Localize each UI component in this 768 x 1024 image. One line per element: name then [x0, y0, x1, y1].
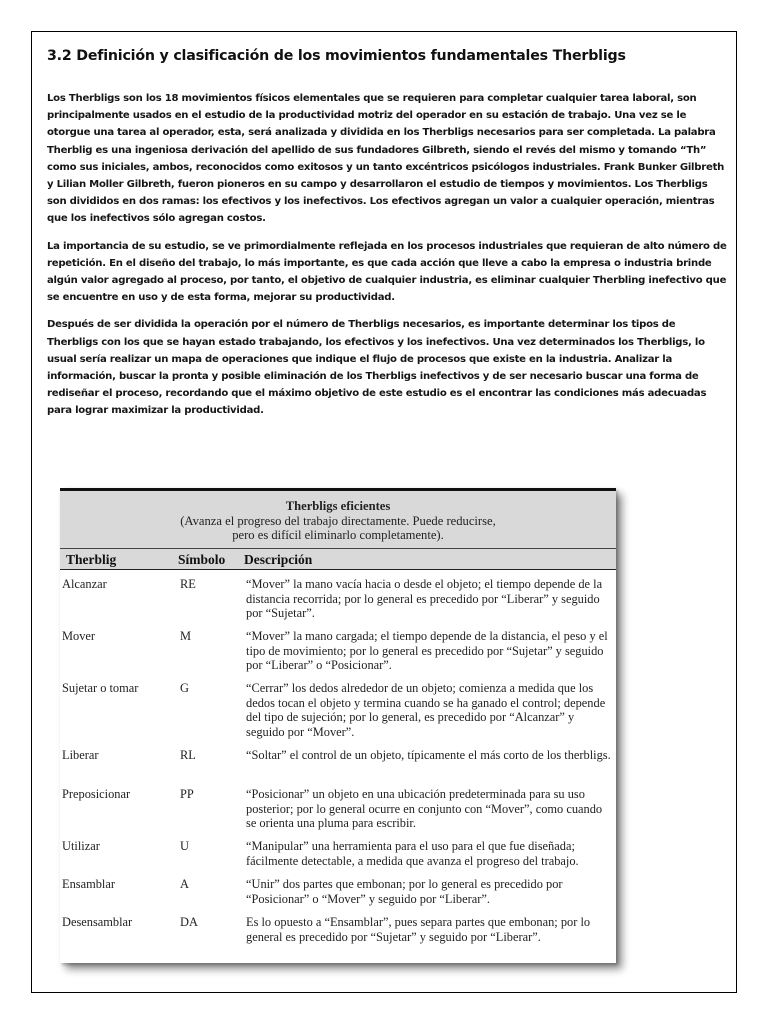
therblig-description: “Soltar” el control de un objeto, típicamente el más corto de los therbligs. [246, 748, 611, 762]
table-row [62, 629, 614, 673]
therblig-name: Liberar [62, 748, 99, 762]
therblig-name: Desensamblar [62, 915, 133, 929]
table-title: Therbligs eficientes [285, 499, 391, 513]
therblig-symbol: DA [180, 915, 198, 929]
therbligs-table [60, 488, 616, 963]
paragraph-procedure: Después de ser dividida la operación por el número de Therbligs necesarios, es importante determinar los tipos de Therbligs con los que se hayan estado trabajando, los efectivos y los inefectivos. Una vez determinados los Therbligs, lo usual sería realizar un mapa de operaciones que indique el flujo de procesos que existe en la industria. Analizar la información, buscar la pronta y posible eliminación de los Therbligs inefectivos y de ser necesario buscar una forma de rediseñar el proceso, recordando que el máximo objetivo de este estudio es el encontrar las condiciones más adecuadas para lograr maximizar la productividad. [47, 319, 707, 417]
header-description: Descripción [244, 552, 313, 567]
header-therblig: Therblig [66, 552, 117, 567]
therblig-description: “Mover” la mano cargada; el tiempo depende de la distancia, el peso y el tipo de movimiento; por lo general es precedido por “Sujetar” y seguido por “Liberar” o “Posicionar”. [246, 629, 608, 673]
table-subtitle-line-2: pero es difícil eliminarlo completamente). [232, 528, 444, 542]
table-row [62, 681, 614, 740]
table-header-row [60, 548, 616, 570]
therblig-symbol: G [180, 681, 189, 695]
therblig-symbol: RL [180, 748, 196, 762]
table-caption [60, 488, 616, 548]
therblig-name: Mover [62, 629, 96, 643]
table-row [62, 839, 614, 869]
therblig-symbol: PP [180, 787, 194, 801]
therblig-name: Sujetar o tomar [62, 681, 139, 695]
therblig-name: Utilizar [62, 839, 100, 853]
therblig-symbol: RE [180, 577, 196, 591]
section-title: 3.2 Definición y clasificación de los movimientos fundamentales Therbligs [47, 48, 626, 64]
table-subtitle-line-1: (Avanza el progreso del trabajo directamente. Puede reducirse, [180, 513, 496, 528]
therblig-description: “Mover” la mano vacía hacia o desde el objeto; el tiempo depende de la distancia recorrida; por lo general es precedido por “Liberar” y seguido por “Sujetar”. [246, 577, 603, 621]
table-row [62, 748, 614, 778]
header-symbol: Símbolo [178, 552, 226, 567]
therblig-symbol: M [180, 629, 192, 643]
therblig-description: “Unir” dos partes que embonan; por lo general es precedido por “Posicionar” o “Mover” y seguido por “Liberar”. [246, 877, 563, 906]
therblig-symbol: U [180, 839, 189, 853]
therblig-description: “Posicionar” un objeto en una ubicación predeterminada para su uso posterior; por lo general ocurre en conjunto con “Mover”, como cuando se orienta una pluma para escribir. [246, 787, 603, 831]
therblig-description: “Manipular” una herramienta para el uso para el que fue diseñada; fácilmente detectable, a medida que avanza el progreso del trabajo. [246, 839, 579, 868]
therblig-description: Es lo opuesto a “Ensamblar”, pues separa partes que embonan; por lo general es precedido por “Sujetar” y seguido por “Liberar”. [246, 915, 591, 944]
paragraph-intro: Los Therbligs son los 18 movimientos físicos elementales que se requieren para completar cualquier tarea laboral, son principalmente usados en el estudio de la productividad motriz del operador en su estación de trabajo. Una vez se le otorgue una tarea al operador, esta, será analizada y dividida en los Therbligs necesarios para ser completada. La palabra Therblig es una ingeniosa derivación del apellido de sus fundadores Gilbreth, siendo el revés del mismo y tomando “Th” como sus iniciales, ambos, reconocidos como exitosos y un tanto excéntricos psicólogos industriales. Frank Bunker Gilbreth y Lilian Moller Gilbreth, fueron pioneros en su campo y desarrollaron el estudio de tiempos y movimientos. Los Therbligs son divididos en dos ramas: los efectivos y los inefectivos. Los efectivos agregan un valor a cualquier operación, mientras que los inefectivos sólo agregan costos. [47, 93, 725, 225]
therblig-name: Ensamblar [62, 877, 115, 891]
table-row [62, 877, 614, 907]
therblig-name: Alcanzar [62, 577, 107, 591]
paragraph-importance: La importancia de su estudio, se ve primordialmente reflejada en los procesos industriales que requieran de alto número de repetición. En el diseño del trabajo, lo más importante, es que cada acción que lleve a cabo la empresa o industria brinde algún valor agregado al proceso, por tanto, el objetivo de cualquier industria, es eliminar cualquier Therbling inefectivo que se encuentre en uso y de esta forma, mejorar su productividad. [47, 240, 727, 304]
therblig-symbol: A [180, 877, 189, 891]
table-row [62, 915, 614, 945]
therblig-name: Preposicionar [62, 787, 131, 801]
table-row [62, 787, 614, 831]
body-text [47, 90, 729, 430]
table-row [62, 577, 614, 621]
therblig-description: “Cerrar” los dedos alrededor de un objeto; comienza a medida que los dedos tocan el objeto y termina cuando se ha ganado el control; depende del tipo de sujeción; por lo general, es precedido por “Alcanzar” y seguido por “Mover”. [246, 681, 606, 740]
